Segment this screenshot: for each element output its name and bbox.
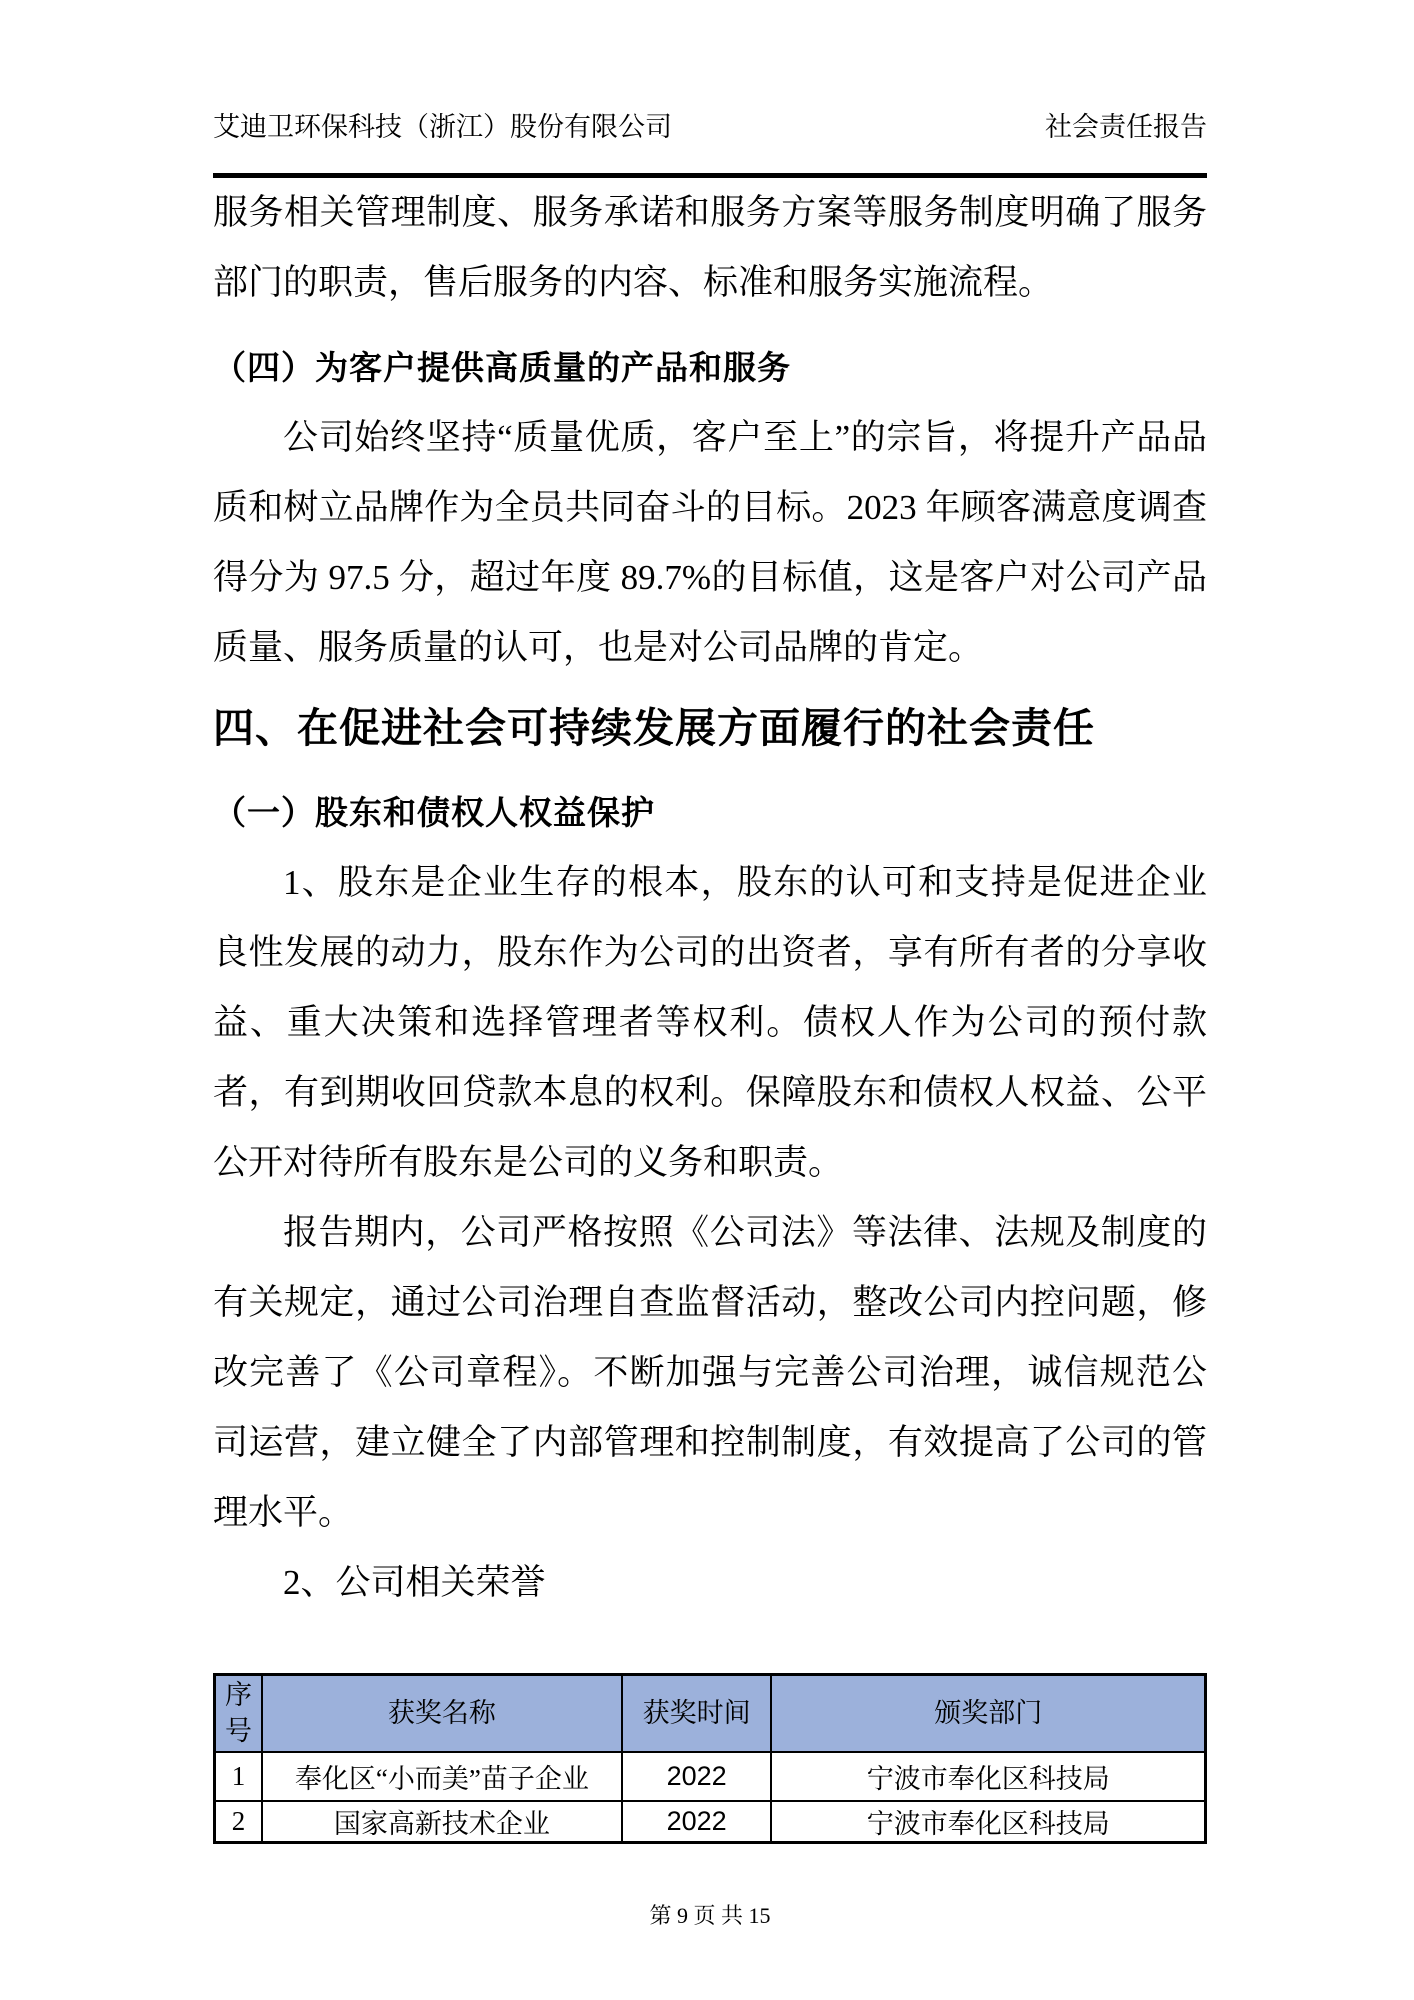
table-row [215,1752,1206,1801]
table-header-row [215,1675,1206,1752]
section-heading-4: （四）为客户提供高质量的产品和服务 [213,349,791,386]
page-footer [213,1899,1207,1930]
report-title: 社会责任报告 [1045,112,1207,142]
table-cell-award-time: 2022 [622,1801,772,1843]
table-row [215,1801,1206,1843]
subsection-heading-1: （一）股东和债权人权益保护 [213,794,655,831]
table-header-cell-award-time: 获奖时间 [622,1675,772,1752]
table-cell-award-name: 国家高新技术企业 [262,1801,622,1843]
table-cell-index: 1 [215,1752,263,1801]
table-header-cell-index: 序号 [215,1675,263,1752]
paragraph-shareholders: 1、股东是企业生存的根本，股东的认可和支持是促进企业良性发展的动力，股东作为公司的出资者，享有所有者的分享收益、重大决策和选择管理者等权利。债权人作为公司的预付款者，有到期收回贷款本息的权利。保障股东和债权人权益、公平公开对待所有股东是公司的义务和职责。 [213,863,1207,1182]
page-header [213,0,1207,178]
table-cell-award-time: 2022 [622,1752,772,1801]
table-cell-award-department: 宁波市奉化区科技局 [771,1752,1205,1801]
paragraph-quality: 公司始终坚持“质量优质，客户至上”的宗旨，将提升产品品质和树立品牌作为全员共同奋斗的目标。2023 年顾客满意度调查得分为 97.5 分，超过年度 89.7%的目标值，这是客户对公司产品质量、服务质量的认可，也是对公司品牌的肯定。 [213,418,1207,667]
chapter-title: 四、在促进社会可持续发展方面履行的社会责任 [213,705,1095,751]
table-cell-award-department: 宁波市奉化区科技局 [771,1801,1205,1843]
table-cell-index: 2 [215,1801,263,1843]
honors-table [213,1673,1207,1844]
table-cell-award-name: 奉化区“小而美”苗子企业 [262,1752,622,1801]
page-number: 第 9 页 共 15 [649,1903,771,1928]
table-header-cell-award-department: 颁奖部门 [771,1675,1205,1752]
table-header-cell-award-name: 获奖名称 [262,1675,622,1752]
paragraph-service-continuation: 服务相关管理制度、服务承诺和服务方案等服务制度明确了服务部门的职责，售后服务的内容、标准和服务实施流程。 [213,193,1207,302]
honors-list-heading: 2、公司相关荣誉 [283,1563,546,1602]
company-name: 艾迪卫环保科技（浙江）股份有限公司 [213,112,672,142]
paragraph-report-period: 报告期内，公司严格按照《公司法》等法律、法规及制度的有关规定，通过公司治理自查监督活动，整改公司内控问题，修改完善了《公司章程》。不断加强与完善公司治理，诚信规范公司运营，建立健全了内部管理和控制制度，有效提高了公司的管理水平。 [213,1213,1207,1532]
